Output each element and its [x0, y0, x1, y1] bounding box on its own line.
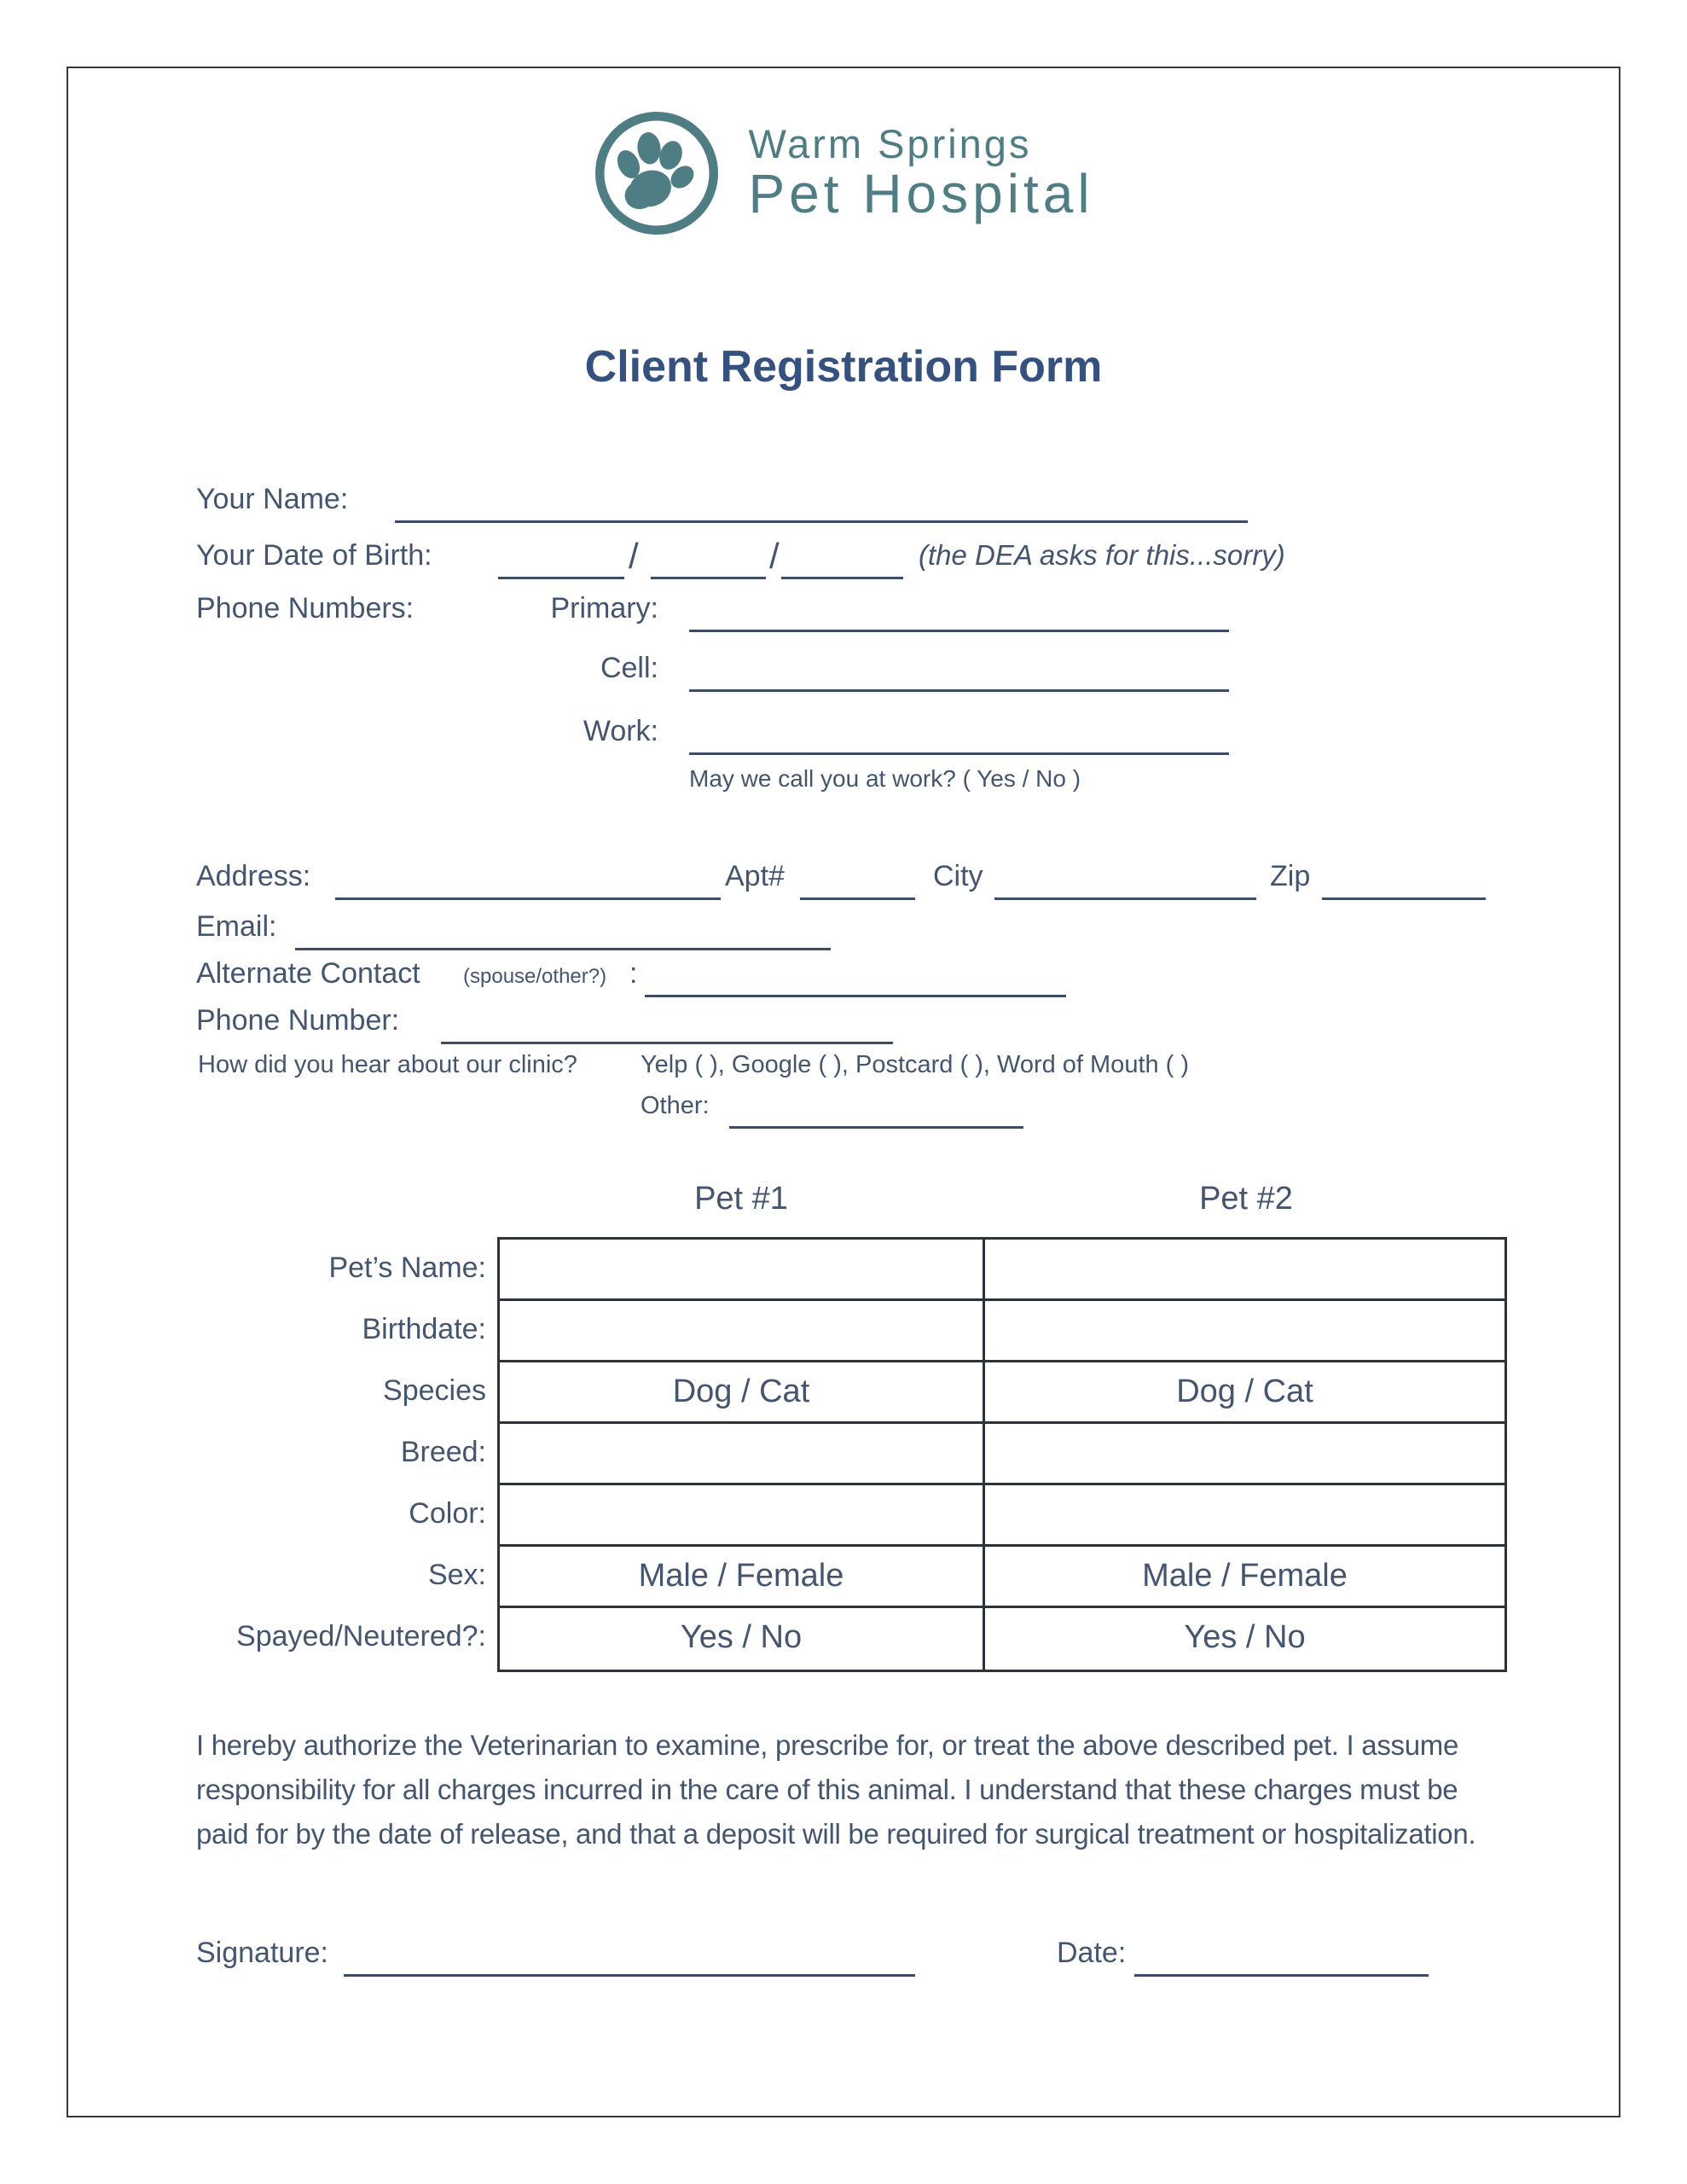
pet2-name-cell[interactable] — [985, 1240, 1504, 1301]
pet1-birthdate-cell[interactable] — [500, 1301, 985, 1362]
work-call-note[interactable]: May we call you at work? ( Yes / No ) — [689, 765, 1081, 792]
dob-day-blank[interactable] — [651, 539, 766, 579]
your-name-blank[interactable] — [395, 483, 1248, 523]
city-blank[interactable] — [994, 860, 1256, 900]
pet1-name-cell[interactable] — [500, 1240, 985, 1301]
email-blank[interactable] — [295, 910, 831, 950]
hear-options[interactable]: Yelp ( ), Google ( ), Postcard ( ), Word of Mouth ( ) — [641, 1051, 1190, 1078]
dob-slash-1: / — [629, 536, 639, 576]
signature-blank[interactable] — [344, 1937, 915, 1977]
cell-phone-label: Cell: — [600, 652, 658, 684]
pet2-sex-cell[interactable]: Male / Female — [985, 1547, 1504, 1608]
other-label: Other: — [641, 1092, 710, 1119]
row-label-color: Color: — [409, 1497, 486, 1530]
pet2-header: Pet #2 — [1199, 1181, 1293, 1217]
pet-table-row-labels — [128, 1237, 486, 1667]
hear-question-label: How did you hear about our clinic? — [198, 1051, 577, 1078]
alt-phone-label: Phone Number: — [196, 1004, 400, 1037]
pet2-color-cell[interactable] — [985, 1485, 1504, 1547]
cell-phone-blank[interactable] — [689, 652, 1229, 692]
paw-icon — [593, 109, 721, 237]
alt-contact-label: Alternate Contact — [196, 957, 420, 990]
authorization-paragraph: I hereby authorize the Veterinarian to examine, prescribe for, or treat the above described pet. I assume responsibility for all charges incurred in the care of this animal. I understand that these charges must be paid for by the date of release, and that a deposit will be required for surgical treatment or hospitalization. — [196, 1729, 1476, 1850]
pet2-spayed-cell[interactable]: Yes / No — [1184, 1619, 1306, 1655]
dob-label: Your Date of Birth: — [196, 539, 432, 572]
pet1-spayed-cell[interactable]: Yes / No — [500, 1608, 985, 1670]
email-label: Email: — [196, 910, 277, 943]
clinic-logo — [0, 109, 1687, 237]
pet1-color-cell[interactable] — [500, 1485, 985, 1547]
signature-label: Signature: — [196, 1937, 328, 1969]
row-label-breed: Breed: — [400, 1436, 486, 1468]
phone-numbers-label: Phone Numbers: — [196, 592, 415, 624]
primary-phone-blank[interactable] — [689, 592, 1229, 632]
address-blank[interactable] — [335, 860, 721, 900]
pet-table — [497, 1237, 1507, 1672]
work-phone-blank[interactable] — [689, 715, 1229, 755]
other-blank[interactable] — [729, 1092, 1023, 1129]
zip-blank[interactable] — [1322, 860, 1486, 900]
apt-blank[interactable] — [800, 860, 915, 900]
alt-phone-blank[interactable] — [441, 1004, 893, 1044]
zip-label: Zip — [1270, 860, 1311, 892]
dob-month-blank[interactable] — [498, 539, 624, 579]
alt-contact-colon: : — [629, 957, 638, 990]
row-label-spayed: Spayed/Neutered?: — [236, 1620, 486, 1653]
pet1-species-cell[interactable]: Dog / Cat — [500, 1362, 985, 1424]
address-label: Address: — [196, 860, 311, 892]
pet2-species-cell[interactable]: Dog / Cat — [985, 1362, 1504, 1424]
row-label-species: Species — [383, 1374, 486, 1407]
clinic-name — [748, 121, 1094, 225]
pet1-breed-cell[interactable] — [500, 1424, 985, 1485]
alt-contact-sub-label: (spouse/other?) — [463, 965, 607, 988]
pet1-header: Pet #1 — [694, 1181, 788, 1217]
your-name-label: Your Name: — [196, 483, 349, 515]
date-label: Date: — [1057, 1937, 1127, 1969]
apt-label: Apt# — [725, 860, 785, 892]
primary-phone-label: Primary: — [550, 592, 658, 624]
row-label-sex: Sex: — [427, 1559, 486, 1591]
alt-contact-blank[interactable] — [645, 957, 1066, 997]
dob-dea-note: (the DEA asks for this...sorry) — [919, 539, 1285, 571]
clinic-name-line2: Pet Hospital — [748, 163, 1094, 225]
dob-year-blank[interactable] — [781, 539, 903, 579]
row-label-birthdate: Birthdate: — [362, 1313, 486, 1345]
pet1-sex-cell[interactable]: Male / Female — [500, 1547, 985, 1608]
pet2-birthdate-cell[interactable] — [985, 1301, 1504, 1362]
dob-slash-2: / — [769, 536, 780, 576]
pet2-breed-cell[interactable] — [985, 1424, 1504, 1485]
page-title: Client Registration Form — [584, 342, 1103, 392]
row-label-pets-name: Pet’s Name: — [328, 1252, 486, 1284]
clinic-name-line1: Warm Springs — [748, 121, 1032, 167]
date-blank[interactable] — [1134, 1937, 1429, 1977]
city-label: City — [933, 860, 983, 892]
work-phone-label: Work: — [583, 715, 658, 747]
